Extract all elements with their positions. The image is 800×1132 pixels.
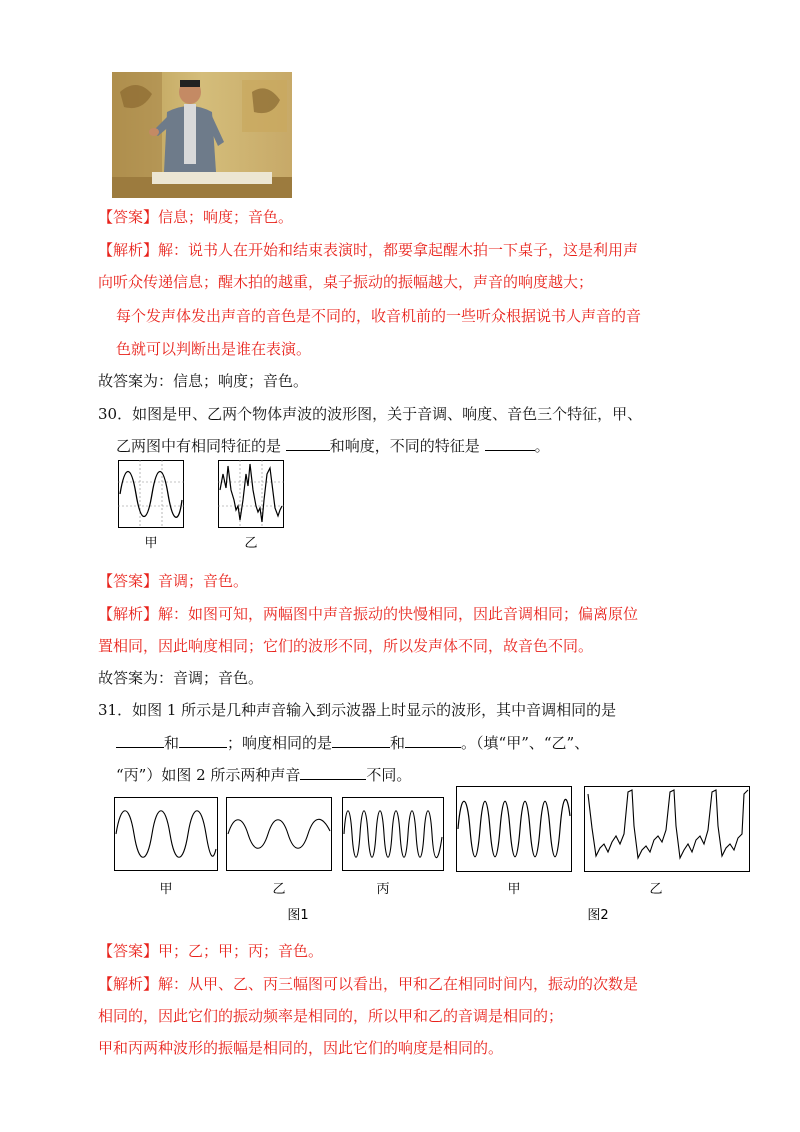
fig1-waveform-jia [114, 797, 218, 871]
analysis-text: 解：从甲、乙、丙三幅图可以看出，甲和乙在相同时间内，振动的次数是 [158, 975, 639, 993]
figure-2-caption: 图2 [587, 908, 609, 923]
answer-text: 信息；响度；音色。 [158, 208, 294, 226]
figure-label: 甲 [159, 882, 173, 897]
analysis-text: 解：说书人在开始和结束表演时，都要拿起醒木拍一下桌子，这是利用声 [158, 241, 639, 259]
analysis-text: 甲和丙两种波形的振幅是相同的，因此它们的响度是相同的。 [98, 1039, 504, 1057]
answer-tag: 【答案】 [98, 572, 159, 590]
conclusion-text: 故答案为：音调；音色。 [98, 669, 264, 687]
figure-1-caption: 图1 [287, 908, 309, 923]
storyteller-photo [112, 72, 292, 198]
waveform-jia-figure [118, 460, 184, 528]
answer-blank[interactable] [179, 733, 227, 748]
answer-tag: 【答案】 [98, 942, 159, 960]
analysis-text: 每个发声体发出声音的音色是不同的，收音机前的一些听众根据说书人声音的音 [116, 307, 642, 325]
analysis-text: 相同的，因此它们的振动频率是相同的，所以甲和乙的音调是相同的； [98, 1007, 564, 1025]
fig1-waveform-bing [342, 797, 444, 871]
question-30-text: 和响度，不同的特征是 [329, 437, 480, 455]
answer-blank[interactable] [405, 733, 461, 748]
question-31-text: 31．如图 1 所示是几种声音输入到示波器上时显示的波形，其中音调相同的是 [98, 701, 617, 719]
analysis-text: 置相同，因此响度相同；它们的波形不同，所以发声体不同，故音色不同。 [98, 637, 594, 655]
conclusion-text: 故答案为：信息；响度；音色。 [98, 372, 309, 390]
answer-text: 音调；音色。 [158, 572, 249, 590]
figure-label: 甲 [507, 882, 521, 897]
question-31-text: “丙”）如图 2 所示两种声音 [116, 766, 301, 784]
answer-text: 甲；乙；甲；丙；音色。 [158, 942, 324, 960]
question-30-text: 乙两图中有相同特征的是 [116, 437, 282, 455]
analysis-tag: 【解析】 [98, 241, 159, 259]
question-30-text: 30．如图是甲、乙两个物体声波的波形图，关于音调、响度、音色三个特征，甲、 [98, 405, 643, 423]
question-31-text: 不同。 [366, 766, 412, 784]
answer-blank[interactable] [286, 436, 330, 451]
analysis-text: 色就可以判断出是谁在表演。 [116, 340, 312, 358]
question-30-text: 。 [534, 437, 550, 455]
figure-label: 甲 [144, 536, 158, 551]
waveform-yi-figure [218, 460, 284, 528]
answer-blank[interactable] [300, 765, 366, 780]
analysis-text: 向听众传递信息；醒木拍的越重，桌子振动的振幅越大，声音的响度越大； [98, 273, 594, 291]
answer-tag: 【答案】 [98, 208, 159, 226]
figure-label: 乙 [649, 882, 663, 897]
analysis-tag: 【解析】 [98, 605, 159, 623]
analysis-tag: 【解析】 [98, 975, 159, 993]
fig2-waveform-jia [456, 786, 572, 872]
fig1-waveform-yi [226, 797, 332, 871]
question-31-text: ；响度相同的是 [227, 734, 333, 752]
answer-blank[interactable] [332, 733, 390, 748]
answer-blank[interactable] [485, 436, 535, 451]
question-31-text: 和 [390, 734, 406, 752]
answer-blank[interactable] [116, 733, 164, 748]
question-31-text: 。（填“甲”、“乙”、 [461, 734, 590, 752]
question-31-text: 和 [164, 734, 180, 752]
figure-label: 乙 [244, 536, 258, 551]
fig2-waveform-yi [584, 786, 750, 872]
figure-label: 丙 [376, 882, 390, 897]
analysis-text: 解：如图可知，两幅图中声音振动的快慢相同，因此音调相同；偏离原位 [158, 605, 639, 623]
figure-label: 乙 [272, 882, 286, 897]
